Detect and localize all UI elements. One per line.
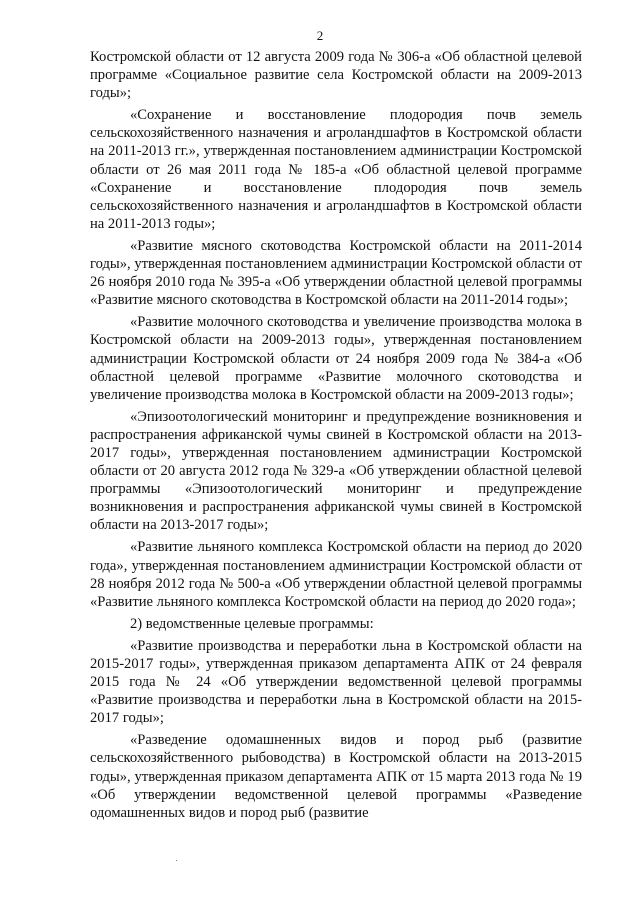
paragraph-flax-complex-program: «Развитие льняного комплекса Костромской области на период до 2020 года», утвержденная постановлением администрации Костромской области от 28 ноября 2012 года № 500-а «Об утверждении областной целевой программы «Развитие льняного комплекса Костромской области на период до 2020 года»; [90, 539, 582, 610]
paragraph-dairy-cattle-program: «Развитие молочного скотоводства и увеличение производства молока в Костромской области на 2009-2013 годы», утвержденная постановлением администрации Костромской области от 24 ноября 2009 года № 384-а «Об областной целевой программе «Развитие молочного скотоводства и увеличение производства молока в Костромской области на 2009-2013 годы»; [90, 314, 582, 403]
paragraph-swine-fever-program: «Эпизоотологический мониторинг и предупреждение возникновения и распространения африканской чумы свиней в Костромской области на 2013-2017 годы», утвержденная постановлением администрации Костромской области от 20 августа 2012 года № 329-а «Об утверждении областной целевой программы «Эпизоотологический мониторинг и предупреждение возникновения и распространения африканской чумы свиней в Костромской области на 2013-2017 годы»; [90, 408, 582, 534]
paragraph-soil-fertility-program: «Сохранение и восстановление плодородия почв земель сельскохозяйственного назначения и агроландшафтов в Костромской области на 2011-2013 гг.», утвержденная постановлением администрации Костромской области от 26 мая 2011 года № 185-а «Об областной целевой программе «Сохранение и восстановление плодородия почв земель сельскохозяйственного назначения и агроландшафтов в Костромской области на 2011-2013 годы»; [90, 107, 582, 232]
page-number: 2 [316, 28, 324, 43]
paragraph-flax-processing-program: «Развитие производства и переработки льна в Костромской области на 2015-2017 годы», утвержденная приказом департамента АПК от 24 февраля 2015 года № 24 «Об утверждении ведомственной целевой программы «Развитие производства и переработки льна в Костромской области на 2015-2017 годы»; [90, 637, 582, 727]
scan-speck [176, 860, 177, 861]
paragraph-fish-breeding-program: «Разведение одомашненных видов и пород рыб (развитие сельскохозяйственного рыбоводства) в Костромской области на 2013-2015 годы», утвержденная приказом департамента АПК от 15 марта 2013 года № 19 «Об утверждении ведомственной целевой программы «Разведение одомашненных видов и пород рыб (развитие [90, 732, 582, 821]
paragraph-continuation: Костромской области от 12 августа 2009 года № 306-а «Об областной целевой программе «Социальное развитие села Костромской области на 2009-2013 годы»; [90, 49, 582, 102]
document-body [90, 48, 582, 822]
paragraph-departmental-programs-heading: 2) ведомственные целевые программы: [130, 615, 374, 632]
paragraph-beef-cattle-program: «Развитие мясного скотоводства Костромской области на 2011-2014 годы», утвержденная постановлением администрации Костромской области от 26 ноября 2010 года № 395-а «Об утверждении областной целевой программы «Развитие мясного скотоводства в Костромской области на 2011-2014 годы»; [90, 237, 582, 309]
